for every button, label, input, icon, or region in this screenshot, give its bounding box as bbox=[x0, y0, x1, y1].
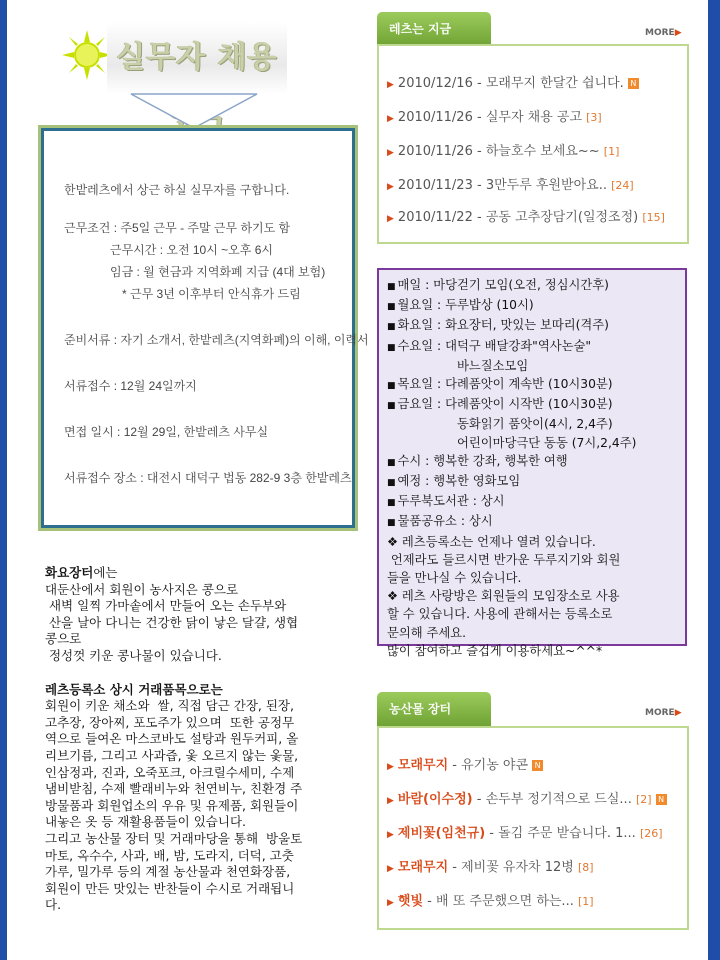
schedule-item-cont: 바느질소모임 bbox=[457, 358, 529, 373]
schedule-item-cont: 동화읽기 품앗이(4시, 2,4주) bbox=[457, 417, 613, 432]
schedule-item: ■ 목요일 : 다례품앗이 계속반 (10시30분) bbox=[387, 377, 613, 392]
market-line: 대둔산에서 회원이 농사지은 콩으로 bbox=[45, 581, 239, 597]
schedule-item: ■ 매일 : 마당걷기 모임(오전, 정심시간후) bbox=[387, 278, 609, 292]
market-line: 산을 날아 다니는 건강한 닭이 낳은 달걀, 생협 bbox=[45, 614, 299, 630]
farm-tab-label: 농산물 장터 bbox=[389, 702, 452, 716]
comment-count: [2] bbox=[635, 793, 652, 806]
store-line: 다. bbox=[45, 897, 62, 913]
notice-line: 서류접수 장소 : 대전시 대덕구 법동 282-9 3층 한밭레츠 bbox=[64, 471, 352, 485]
new-badge: N bbox=[628, 78, 639, 89]
news-item[interactable]: ▶ 2010/11/23 - 3만두루 후원받아요.. [24] bbox=[387, 178, 634, 193]
schedule-item: ■ 예정 : 행복한 영화모임 bbox=[387, 474, 521, 489]
new-badge: N bbox=[532, 760, 543, 771]
square-bullet-icon: ■ bbox=[387, 457, 396, 468]
square-bullet-icon: ■ bbox=[387, 401, 396, 412]
store-line: 역으로 들여온 마스코바도 설탕과 원두커피, 올 bbox=[45, 731, 299, 747]
news-tab-label: 레츠는 지금 bbox=[389, 22, 452, 36]
square-bullet-icon: ■ bbox=[387, 322, 396, 333]
news-item[interactable]: ▶ 2010/12/16 - 모래무지 한달간 쉽니다. N bbox=[387, 72, 639, 91]
schedule-item: ■ 물품공유소 : 상시 bbox=[387, 514, 493, 529]
schedule-note: 문의해 주세요. bbox=[387, 625, 467, 640]
schedule-note: ❖ 레츠등록소는 언제나 열려 있습니다. bbox=[387, 534, 596, 549]
notice-line: 근무시간 : 오전 10시 ~오후 6시 bbox=[110, 243, 273, 257]
notice-line: 한밭레츠에서 상근 하실 실무자를 구합니다. bbox=[64, 183, 290, 197]
store-line: 마토, 옥수수, 사과, 배, 밤, 도라지, 더덕, 고춧 bbox=[45, 847, 294, 863]
comment-count: [8] bbox=[577, 861, 594, 874]
schedule-note: 많이 참여하고 즐겁게 이용하세요~^^* bbox=[387, 643, 603, 658]
market-title: 화요장터 bbox=[45, 565, 94, 580]
job-notice bbox=[41, 128, 369, 528]
market-line: 콩으로 bbox=[45, 631, 82, 647]
schedule-box bbox=[377, 268, 687, 658]
farm-item[interactable]: ▶ 제비꽃(임천규) - 돌김 주문 받습니다. 1... [26] bbox=[387, 826, 663, 841]
square-bullet-icon: ■ bbox=[387, 498, 396, 509]
schedule-item: ■ 두루북도서관 : 상시 bbox=[387, 494, 505, 509]
triangle-right-icon: ▶ bbox=[387, 830, 394, 840]
banner-title: 실무자 채용 bbox=[116, 40, 278, 75]
news-more-link[interactable]: MORE▶ bbox=[645, 28, 682, 38]
notice-line: * 근무 3년 이후부터 안식휴가 드림 bbox=[122, 287, 301, 301]
triangle-right-icon: ▶ bbox=[674, 708, 682, 718]
farm-item[interactable]: ▶ 햇빛 - 배 또 주문했으면 하는... [1] bbox=[387, 894, 594, 909]
comment-count: [1] bbox=[577, 895, 594, 908]
triangle-right-icon: ▶ bbox=[387, 182, 394, 192]
market-title-suffix: 에는 bbox=[93, 565, 118, 580]
triangle-right-icon: ▶ bbox=[387, 864, 394, 874]
schedule-note: 들을 만나실 수 있습니다. bbox=[387, 571, 522, 586]
tab-farm-market[interactable] bbox=[377, 692, 491, 726]
farm-item[interactable]: ▶ 모래무지 - 유기농 야콘 N bbox=[387, 754, 543, 773]
market-line: 새벽 일찍 가마솥에서 만들어 오는 손두부와 bbox=[45, 598, 287, 614]
store-line: 방물품과 회원업소의 우유 및 유제품, 회원들이 bbox=[45, 797, 299, 813]
banner-arrow bbox=[129, 92, 259, 130]
triangle-right-icon: ▶ bbox=[387, 148, 394, 158]
notice-line: 준비서류 : 자기 소개서, 한밭레츠(지역화폐)의 이해, 이력서 bbox=[64, 333, 369, 347]
schedule-item-cont: 어린이마당극단 동동 (7시,2,4주) bbox=[457, 435, 637, 450]
schedule-item: ■ 수시 : 행복한 강좌, 행복한 여행 bbox=[387, 453, 568, 468]
store-line: 그리고 농산물 장터 및 거래마당을 통해 방울토 bbox=[45, 830, 303, 846]
news-item[interactable]: ▶ 2010/11/26 - 실무자 채용 공고 [3] bbox=[387, 110, 602, 125]
intro-text bbox=[45, 565, 363, 914]
news-item[interactable]: ▶ 2010/11/26 - 하늘호수 보세요~~ [1] bbox=[387, 144, 620, 159]
store-line: 리브기름, 그리고 사과즙, 옻 오르지 않는 옻물, bbox=[45, 747, 299, 763]
notice-line: 서류접수 : 12월 24일까지 bbox=[64, 379, 197, 393]
farm-item[interactable]: ▶ 모래무지 - 제비꽃 유자차 12병 [8] bbox=[387, 860, 594, 875]
store-line: 인삼정과, 진과, 오죽포크, 아크릴수세미, 수제 bbox=[45, 764, 295, 780]
notice-line: 임금 : 월 현금과 지역화폐 지급 (4대 보험) bbox=[110, 265, 326, 279]
store-line: 냄비받침, 수제 빨래비누와 천연비누, 친환경 주 bbox=[45, 781, 303, 797]
comment-count: [15] bbox=[642, 211, 665, 224]
triangle-right-icon: ▶ bbox=[387, 762, 394, 772]
schedule-item: ■ 월요일 : 두루밥상 (10시) bbox=[387, 298, 534, 313]
banner bbox=[107, 22, 287, 94]
market-line: 정성껏 키운 콩나물이 있습니다. bbox=[45, 647, 222, 663]
tab-news[interactable] bbox=[377, 12, 491, 46]
square-bullet-icon: ■ bbox=[387, 478, 396, 489]
square-bullet-icon: ■ bbox=[387, 342, 396, 353]
news-item[interactable]: ▶ 2010/11/22 - 공동 고추장담기(일정조정) [15] bbox=[387, 210, 665, 225]
triangle-right-icon: ▶ bbox=[387, 214, 394, 224]
notice-line: 근무조건 : 주5일 근무 - 주말 근무 하기도 함 bbox=[64, 221, 291, 235]
square-bullet-icon: ■ bbox=[387, 302, 396, 313]
schedule-note: ❖ 레츠 사랑방은 회원들의 모임장소로 사용 bbox=[387, 589, 620, 604]
triangle-right-icon: ▶ bbox=[387, 80, 394, 90]
farm-more-link[interactable]: MORE▶ bbox=[645, 708, 682, 718]
sun-icon bbox=[62, 30, 112, 80]
triangle-right-icon: ▶ bbox=[387, 796, 394, 806]
schedule-item: ■ 금요일 : 다례품앗이 시작반 (10시30분) bbox=[387, 397, 613, 412]
square-bullet-icon: ■ bbox=[387, 381, 396, 392]
store-line: 고추장, 장아찌, 포도주가 있으며 또한 공정무 bbox=[45, 714, 295, 730]
new-badge: N bbox=[656, 794, 667, 805]
store-line: 내놓은 옷 등 재활용품들이 있습니다. bbox=[45, 814, 246, 830]
store-line: 회원이 만든 맛있는 반찬들이 수시로 거래됩니 bbox=[45, 880, 295, 896]
square-bullet-icon: ■ bbox=[387, 282, 396, 292]
store-line: 회원이 키운 채소와 쌀, 직접 담근 간장, 된장, bbox=[45, 698, 294, 714]
triangle-right-icon: ▶ bbox=[387, 898, 394, 908]
store-line: 가루, 밀가루 등의 계절 농산물과 천연화장품, bbox=[45, 864, 291, 880]
farm-item[interactable]: ▶ 바람(이수정) - 손두부 정기적으로 드실... [2] N bbox=[387, 788, 667, 807]
schedule-note: 언제라도 들르시면 반가운 두루지기와 회원 bbox=[387, 552, 621, 567]
comment-count: [24] bbox=[611, 179, 634, 192]
comment-count: [1] bbox=[603, 145, 620, 158]
comment-count: [26] bbox=[639, 827, 663, 840]
store-title: 레츠등록소 상시 거래품목으로는 bbox=[45, 681, 223, 697]
notice-line: 면접 일시 : 12월 29일, 한밭레츠 사무실 bbox=[64, 425, 269, 439]
triangle-right-icon: ▶ bbox=[674, 28, 682, 38]
triangle-right-icon: ▶ bbox=[387, 114, 394, 124]
comment-count: [3] bbox=[586, 111, 602, 124]
square-bullet-icon: ■ bbox=[387, 518, 396, 529]
schedule-item: ■ 수요일 : 대덕구 배달강좌"역사논술" bbox=[387, 338, 592, 353]
schedule-item: ■ 화요일 : 화요장터, 맛있는 보따리(격주) bbox=[387, 318, 609, 333]
schedule-note: 할 수 있습니다. 사용에 관해서는 등록소로 bbox=[387, 607, 613, 622]
